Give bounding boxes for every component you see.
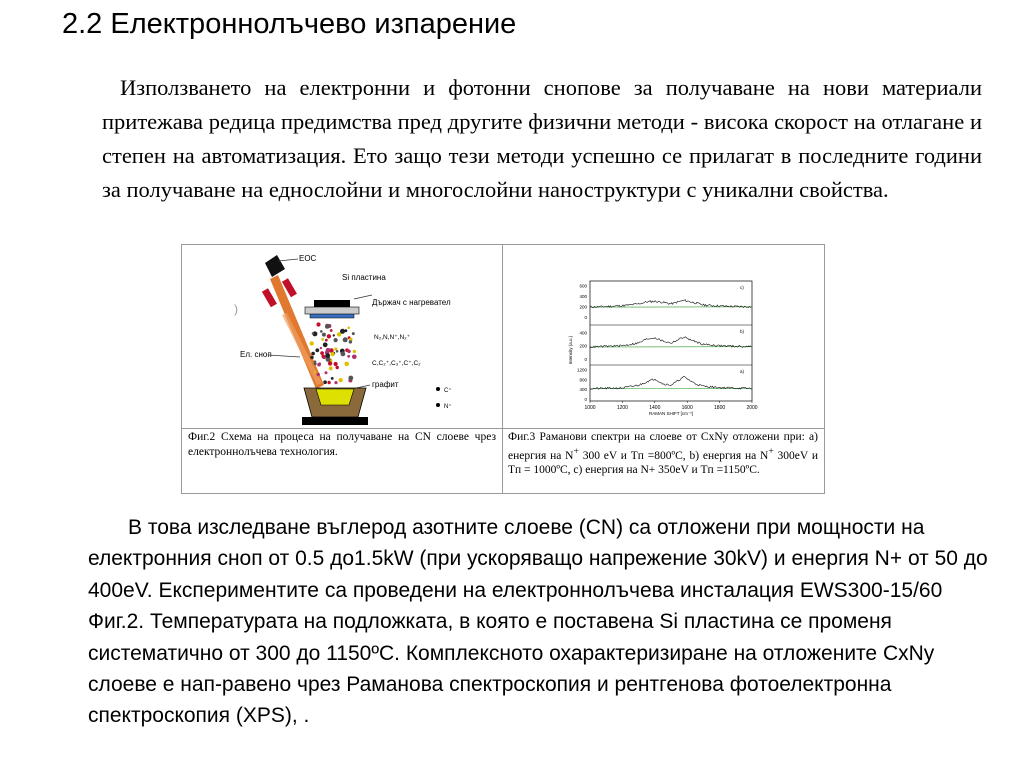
particle bbox=[314, 371, 316, 373]
label-holder: Държач с нагревател bbox=[372, 298, 451, 307]
svg-text:): ) bbox=[234, 302, 238, 316]
particle bbox=[327, 381, 330, 384]
particle bbox=[352, 332, 355, 335]
panel-label: a) bbox=[740, 369, 745, 374]
fig3-caption: Фиг.3 Раманови спектри на слоеве от CxNy отложени при: a) енергия на N+ 300 eV и Tп =800ºC, b) енергия на N+ 300eV и Tп = 1000ºC, c) енергия на N+ 350eV и Tп =1150ºC. bbox=[508, 431, 818, 477]
particle bbox=[315, 348, 319, 352]
y-tick-label: 400 bbox=[579, 330, 587, 336]
label-n-plus: N⁺ bbox=[444, 404, 452, 410]
particle bbox=[334, 381, 337, 384]
fig3-image-cell bbox=[502, 245, 824, 429]
particle bbox=[339, 378, 343, 382]
particle bbox=[320, 330, 323, 333]
y-tick-label: 0 bbox=[584, 397, 587, 402]
particle bbox=[352, 355, 357, 360]
x-tick-label: 1000 bbox=[584, 405, 596, 411]
y-tick-label: 400 bbox=[579, 294, 587, 300]
intro-paragraph bbox=[102, 71, 982, 207]
fig2-image-cell bbox=[182, 245, 503, 429]
particle bbox=[326, 348, 331, 353]
fig2-caption-cell bbox=[182, 428, 503, 493]
particle bbox=[331, 377, 334, 380]
panel-label: c) bbox=[740, 285, 744, 290]
y-tick-label: 1200 bbox=[576, 367, 587, 373]
y-tick-label: 600 bbox=[579, 283, 587, 289]
particle bbox=[325, 353, 330, 358]
y-tick-label: 200 bbox=[579, 304, 587, 310]
chart-frame bbox=[590, 281, 752, 401]
particle bbox=[344, 362, 349, 367]
y-tick-label: 0 bbox=[584, 357, 587, 362]
particle bbox=[310, 356, 313, 359]
particle bbox=[334, 338, 338, 342]
raman-series-c bbox=[590, 300, 751, 308]
particle bbox=[347, 327, 350, 330]
particle bbox=[343, 337, 348, 342]
label-eos: ЕОС bbox=[299, 254, 317, 263]
particle bbox=[320, 347, 322, 349]
fig2-caption: Фиг.2 Схема на процеса на получаване на CN слоеве чрез електроннолъчева технология. bbox=[188, 431, 496, 458]
particle bbox=[353, 350, 356, 353]
particle bbox=[348, 376, 353, 381]
label-ions-top: N₂,N,N⁺,N₂⁺ bbox=[374, 334, 411, 341]
particle bbox=[336, 350, 339, 353]
particle bbox=[325, 339, 328, 342]
particle bbox=[318, 362, 321, 365]
fig3-caption-cell bbox=[502, 428, 824, 493]
x-tick-label: 2000 bbox=[746, 405, 758, 411]
x-tick-label: 1400 bbox=[649, 405, 661, 411]
fig2-schematic bbox=[182, 245, 502, 428]
heater-holder bbox=[305, 307, 359, 314]
intro-text: Използването на електронни и фотонни снопове за получаване на нови материали притежава редица предимства пред другите физични методи - висока скорост на отлагане и степен на автоматизация. Ето защо тези методи успешно се прилагат в последните години за получаване на еднослойни и многослойни наноструктури с уникални свойства. bbox=[102, 75, 982, 202]
particle bbox=[321, 355, 324, 358]
x-tick-label: 1600 bbox=[681, 405, 693, 411]
particle bbox=[347, 355, 350, 358]
particle bbox=[325, 371, 328, 374]
particle bbox=[328, 361, 332, 365]
deflector-plate bbox=[262, 288, 277, 307]
particle bbox=[311, 352, 315, 356]
particle bbox=[321, 338, 324, 341]
particle bbox=[331, 352, 335, 356]
label-beam: Ел. сноп bbox=[240, 350, 272, 359]
particle bbox=[334, 362, 338, 366]
y-tick-label: 800 bbox=[579, 377, 587, 383]
particle bbox=[349, 340, 352, 343]
y-tick-label: 400 bbox=[579, 387, 587, 393]
particle-cloud bbox=[310, 322, 357, 384]
particle bbox=[329, 366, 333, 370]
particle bbox=[323, 380, 327, 384]
particle bbox=[310, 341, 314, 345]
particle bbox=[317, 373, 320, 376]
x-tick-label: 1200 bbox=[616, 405, 628, 411]
y-tick-label: 200 bbox=[579, 343, 587, 349]
particle bbox=[340, 329, 345, 334]
body-text: В това изследване въглерод азотните слоеве (CN) са отложени при мощности на електронния сноп от 0.5 до1.5kW (при ускоряващо напрежение 30kV) и енергия N+ от 50 до 400eV. Експериментите са проведени на електроннолъчева инсталация EWS300-15/60 Фиг.2. Температурата на подложката, в която е поставена Si пластина се променя систематично от 300 до 1150ºC. Комплексното охарактеризиране на отложените CxNy слоеве е нап-равено чрез Раманова спектроскопия и рентгенова фотоелектронна спектроскопия (XPS), . bbox=[88, 516, 988, 728]
raman-series-a bbox=[590, 376, 751, 389]
particle bbox=[330, 329, 333, 332]
y-axis-label: Intensity (a.u.) bbox=[568, 335, 573, 365]
fig3-raman-chart bbox=[502, 245, 822, 428]
label-si: Si пластина bbox=[342, 273, 386, 282]
particle bbox=[312, 332, 314, 334]
panel-label: b) bbox=[740, 329, 745, 334]
particle bbox=[327, 334, 331, 338]
particle bbox=[333, 334, 335, 336]
figure-table bbox=[181, 244, 825, 494]
particle bbox=[320, 351, 324, 355]
particle bbox=[314, 360, 317, 363]
particle bbox=[347, 350, 351, 354]
electron-gun-icon bbox=[265, 255, 285, 277]
particle bbox=[322, 333, 326, 337]
particle bbox=[325, 324, 330, 329]
label-ions-c: C,C₂⁺,C₃⁺,C⁺,C₂ bbox=[372, 360, 421, 367]
page-title: 2.2 Електроннолъчево изпарение bbox=[62, 8, 517, 40]
raman-series-b bbox=[590, 337, 751, 348]
y-tick-label: 0 bbox=[584, 315, 587, 320]
particle bbox=[316, 322, 320, 326]
label-graphite: графит bbox=[372, 380, 399, 389]
particle bbox=[323, 342, 328, 347]
particle bbox=[341, 352, 346, 357]
label-c-plus: C⁺ bbox=[444, 388, 452, 394]
body-paragraph bbox=[88, 512, 993, 732]
x-axis-label: RAMAN SHIFT [cm⁻¹] bbox=[648, 411, 694, 416]
particle bbox=[336, 366, 339, 369]
x-tick-label: 1800 bbox=[714, 405, 726, 411]
